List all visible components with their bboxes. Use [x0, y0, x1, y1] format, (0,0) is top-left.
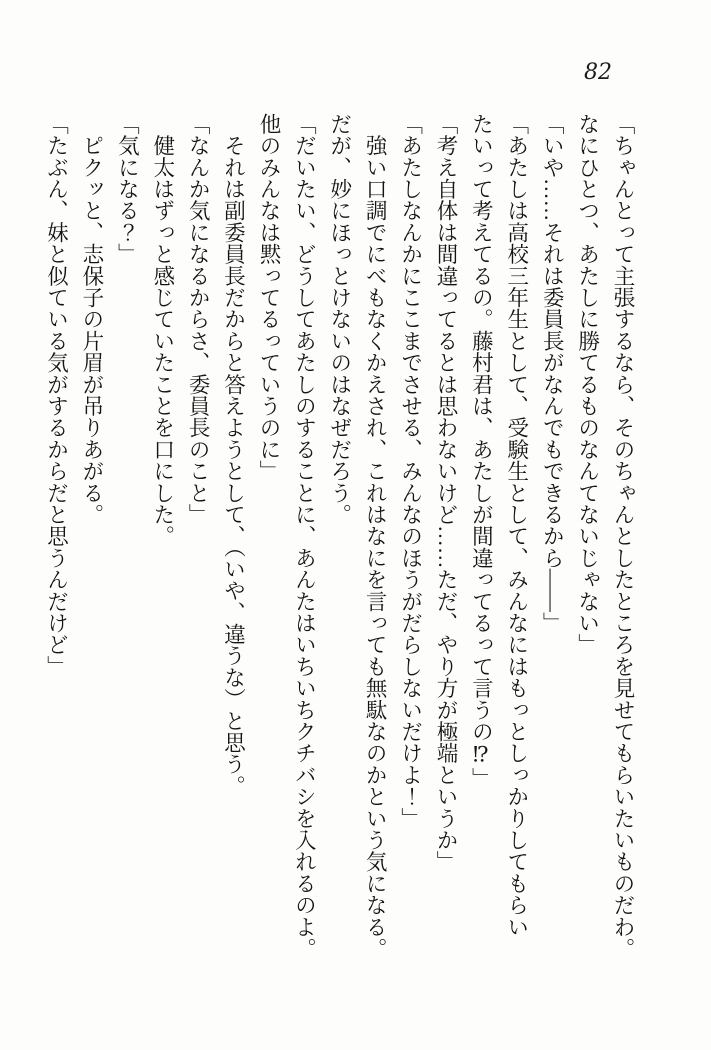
text-line: 「ちゃんとって主張するなら、そのちゃんとしたところを見せてもらいたいものだわ。 — [611, 113, 635, 960]
text-line: 健太はずっと感じていたことを口にした。 — [150, 113, 175, 547]
text-line: ピクッと、志保子の片眉が吊りあがる。 — [79, 113, 104, 526]
text-line: 「あたしなんかにここまでさせる、みんなのほうがだらしないだけよ！」 — [398, 113, 423, 830]
text-line: 他のみんなは黙ってるっていうのに」 — [256, 113, 281, 482]
page-number: 82 — [584, 60, 612, 85]
text-line: 「たぶん、妹と似ている気がするからだと思うんだけど」 — [44, 113, 69, 678]
text-line: 「考え自体は間違ってるとは思わないけど……ただ、やり方が極端というか」 — [433, 113, 458, 873]
text-line: 強い口調でにべもなくかえされ、これはなにを言っても無駄なのかという気になる。 — [363, 113, 388, 960]
text-line: 「いや……それは委員長がなんでもできるから――」 — [540, 113, 565, 634]
text-line: だが、妙にほっとけないのはなぜだろう。 — [327, 113, 352, 526]
text-line: 「気になる？」 — [115, 113, 140, 265]
text-line: それは副委員長だからと答えようとして、（いや、違うな）と思う。 — [221, 113, 246, 797]
text-line: 「あたしは高校三年生として、受験生として、みんなにはもっとしっかりしてもらい — [504, 113, 529, 938]
text-line: なにひとつ、あたしに勝てるものなんてないじゃない」 — [575, 113, 600, 656]
page-text — [38, 113, 640, 989]
text-line: 「だいたい、どうしてあたしのすることに、あんたはいちいちクチバシを入れるのよ。 — [292, 113, 317, 960]
text-line: たいって考えてるの。藤村君は、あたしが間違ってるって言うの⁉」 — [469, 113, 494, 790]
text-line: 「なんか気になるからさ、委員長のこと」 — [186, 113, 211, 526]
